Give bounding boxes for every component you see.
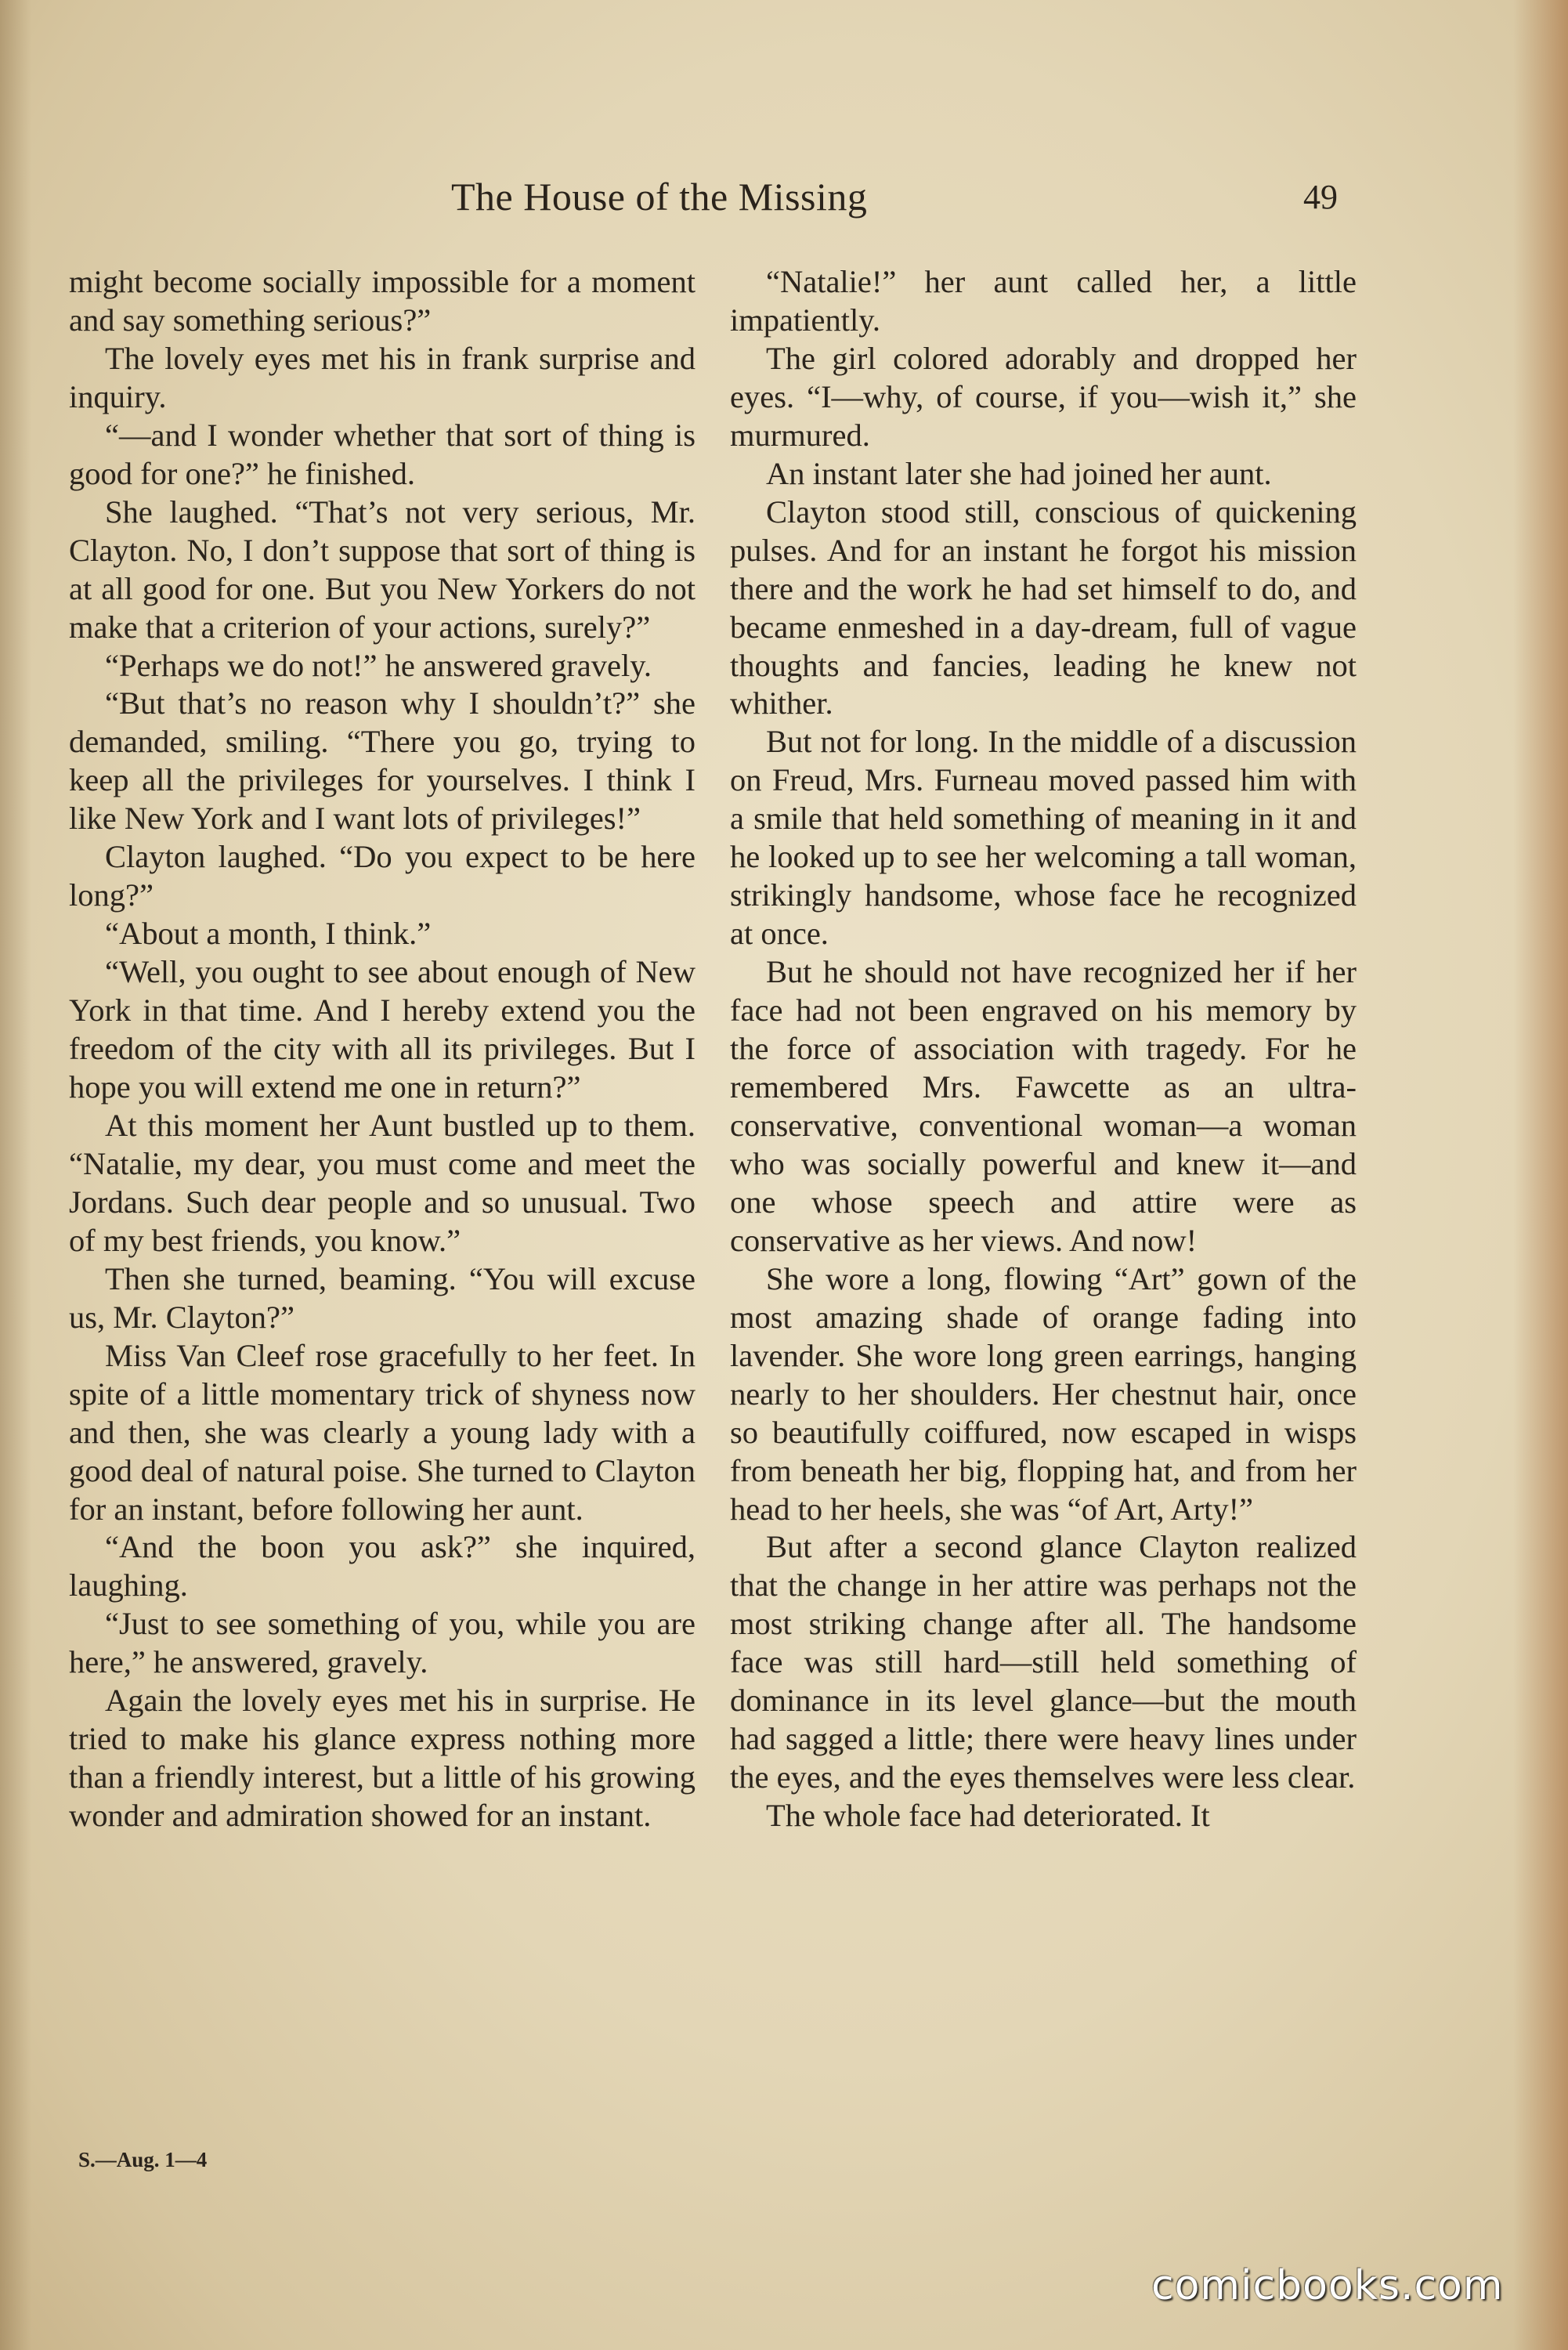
paragraph: She wore a long, flowing “Art” gown of the most amazing shade of orange fading into lavender. She wore long green earrings, hanging nearly to her shoulders. Her chestnut hair, once so beautifully coiffured, now escaped in wisps from beneath her big, flopping hat, and from her head to her heels, she was “of Art, Arty!” [730,1260,1357,1527]
paragraph: The girl colored adorably and dropped her eyes. “I—why, of course, if you—wish it,” she murmured. [730,340,1357,453]
paragraph: The whole face had deteriorated. It [766,1798,1210,1834]
paragraph: She laughed. “That’s not very serious, Mr. Clayton. No, I don’t suppose that sort of thing is at all good for one. But you New Yorkers do not make that a criterion of your actions, surely?” [69,494,695,645]
paragraph: “Well, you ought to see about enough of New York in that time. And I hereby extend you the freedom of the city with all its privileges. But I hope you will extend me one in return?” [69,954,695,1105]
paragraph: “Just to see something of you, while you are here,” he answered, gravely. [69,1606,695,1680]
paragraph: But not for long. In the middle of a discussion on Freud, Mrs. Furneau moved passed him with a smile that held something of meaning in it and he looked up to see her welcoming a tall woman, strikingly handsome, whose face he recognized at once. [730,724,1357,952]
paragraph: “But that’s no reason why I shouldn’t?” she demanded, smiling. “There you go, trying to keep all the privileges for yourselves. I think I like New York and I want lots of privileges!” [69,685,695,837]
paragraph: At this moment her Aunt bustled up to them. “Natalie, my dear, you must come and meet the Jordans. Such dear people and so unusual. Two of my best friends, you know.” [69,1107,695,1258]
paragraph: Clayton laughed. “Do you expect to be here long?” [69,839,695,913]
paragraph: But he should not have recognized her if her face had not been engraved on his memory by the force of association with tragedy. For he remembered Mrs. Fawcette as an ultra-conservative, conventional woman—a woman who was socially powerful and knew it—and one whose speech and attire were as conservative as her views. And now! [730,954,1357,1258]
paragraph: might become socially impossible for a moment and say something serious?” [69,264,695,338]
running-title: The House of the Missing [451,175,868,219]
paragraph: “And the boon you ask?” she inquired, laughing. [69,1529,695,1603]
paragraph: But after a second glance Clayton realized that the change in her attire was perhaps not the most striking change after all. The handsome face was still hard—still held something of dominance in its level glance—but the mouth had sagged a little; there were heavy lines under the eyes, and the eyes themselves were less clear. [730,1529,1357,1795]
left-column [69,263,695,1835]
page-number: 49 [1303,178,1338,216]
paragraph: An instant later she had joined her aunt. [766,455,1272,491]
paragraph: Clayton stood still, conscious of quickening pulses. And for an instant he forgot his mission there and the work he had set himself to do, and became enmeshed in a day-dream, full of vague thoughts and fancies, leading he knew not whither. [730,494,1357,721]
running-head [0,174,1568,229]
right-column [730,263,1357,1835]
paragraph: “About a month, I think.” [105,916,432,952]
paragraph: The lovely eyes met his in frank surprise and inquiry. [69,340,695,414]
paragraph: Then she turned, beaming. “You will excuse us, Mr. Clayton?” [69,1260,695,1335]
signature-mark: S.—Aug. 1—4 [78,2148,208,2171]
paragraph: “Perhaps we do not!” he answered gravely. [105,647,652,683]
paragraph: Again the lovely eyes met his in surprise. He tried to make his glance express nothing more than a friendly interest, but a little of his growing wonder and admiration showed for an instant. [69,1683,695,1834]
site-watermark: comicbooks.com [1151,2262,1504,2309]
paragraph: “—and I wonder whether that sort of thing is good for one?” he finished. [69,417,695,491]
paragraph: “Natalie!” her aunt called her, a little impatiently. [730,264,1357,338]
paragraph: Miss Van Cleef rose gracefully to her feet. In spite of a little momentary trick of shyness now and then, she was clearly a young lady with a good deal of natural poise. She turned to Clayton for an instant, before following her aunt. [69,1337,695,1527]
